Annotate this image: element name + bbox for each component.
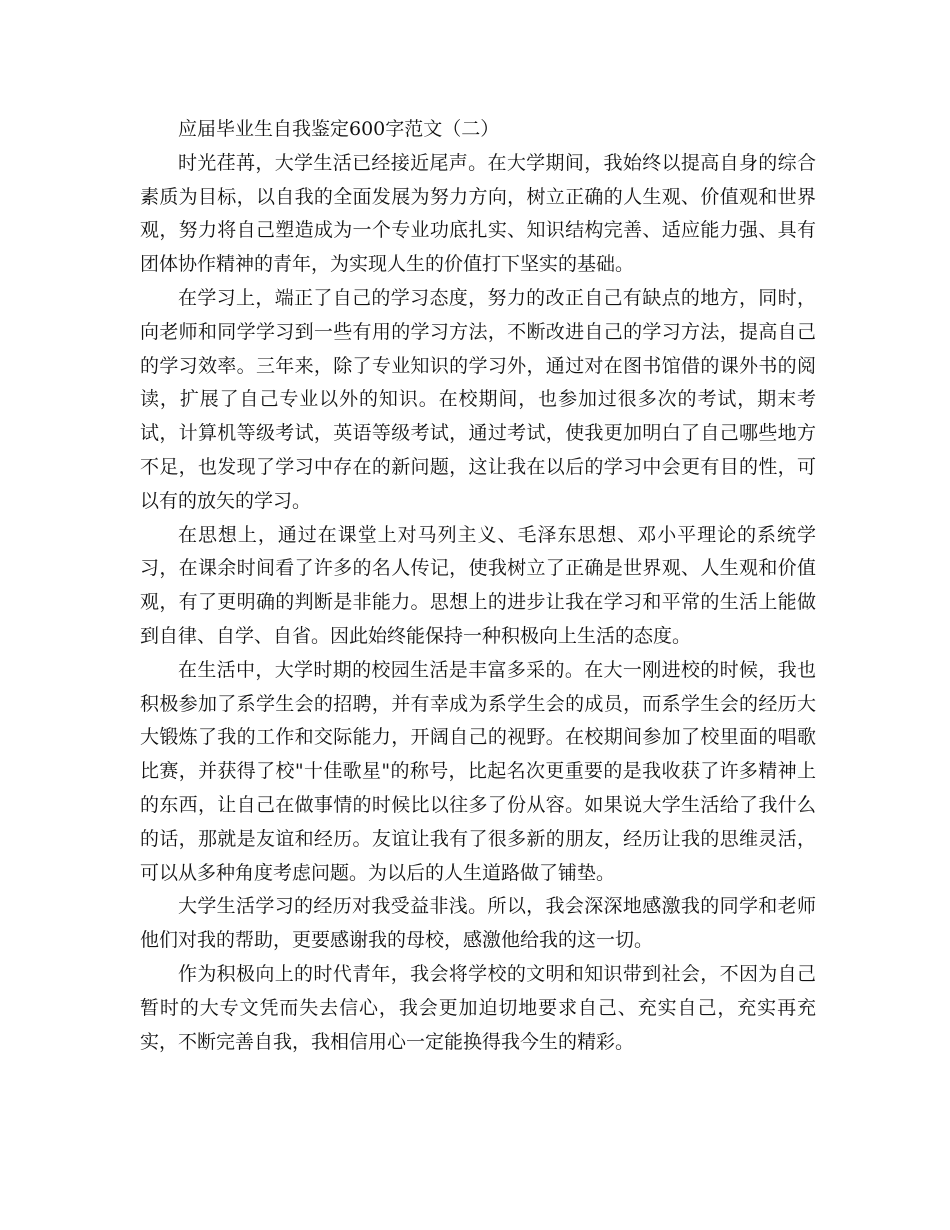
- paragraph: 在生活中，大学时期的校园生活是丰富多采的。在大一刚进校的时候，我也积极参加了系学生会的招聘，并有幸成为系学生会的成员，而系学生会的经历大大锻炼了我的工作和交际能力，开阔自己的视野。在校期间参加了校里面的唱歌比赛，并获得了校"十佳歌星"的称号，比起名次更重要的是我收获了许多精神上的东西，让自己在做事情的时候比以往多了份从容。如果说大学生活给了我什么的话，那就是友谊和经历。友谊让我有了很多新的朋友，经历让我的思维灵活，可以从多种角度考虑问题。为以后的人生道路做了铺垫。: [140, 658, 816, 884]
- paragraph: 时光荏苒，大学生活已经接近尾声。在大学期间，我始终以提高自身的综合素质为目标，以自我的全面发展为努力方向，树立正确的人生观、价值观和世界观，努力将自己塑造成为一个专业功底扎实、知识结构完善、适应能力强、具有团体协作精神的青年，为实现人生的价值打下坚实的基础。: [140, 151, 816, 276]
- paragraph: 大学生活学习的经历对我受益非浅。所以，我会深深地感激我的同学和老师他们对我的帮助，更要感谢我的母校，感激他给我的这一切。: [140, 895, 816, 952]
- paragraph: 作为积极向上的时代青年，我会将学校的文明和知识带到社会，不因为自己暂时的大专文凭而失去信心，我会更加迫切地要求自己、充实自己，充实再充实，不断完善自我，我相信用心一定能换得我今生的精彩。: [140, 962, 816, 1053]
- document-title: 应届毕业生自我鉴定600字范文（二）: [178, 118, 500, 140]
- paragraph: 在思想上，通过在课堂上对马列主义、毛泽东思想、邓小平理论的系统学习，在课余时间看了许多的名人传记，使我树立了正确是世界观、人生观和价值观，有了更明确的判断是非能力。思想上的进步让我在学习和平常的生活上能做到自律、自学、自省。因此始终能保持一种积极向上生活的态度。: [140, 523, 816, 647]
- paragraph: 在学习上，端正了自己的学习态度，努力的改正自己有缺点的地方，同时，向老师和同学学习到一些有用的学习方法，不断改进自己的学习方法，提高自己的学习效率。三年来，除了专业知识的学习外，通过对在图书馆借的课外书的阅读，扩展了自己专业以外的知识。在校期间，也参加过很多次的考试，期末考试，计算机等级考试，英语等级考试，通过考试，使我更加明白了自己哪些地方不足，也发现了学习中存在的新问题，这让我在以后的学习中会更有目的性，可以有的放矢的学习。: [140, 286, 816, 512]
- document-body: [140, 113, 816, 1059]
